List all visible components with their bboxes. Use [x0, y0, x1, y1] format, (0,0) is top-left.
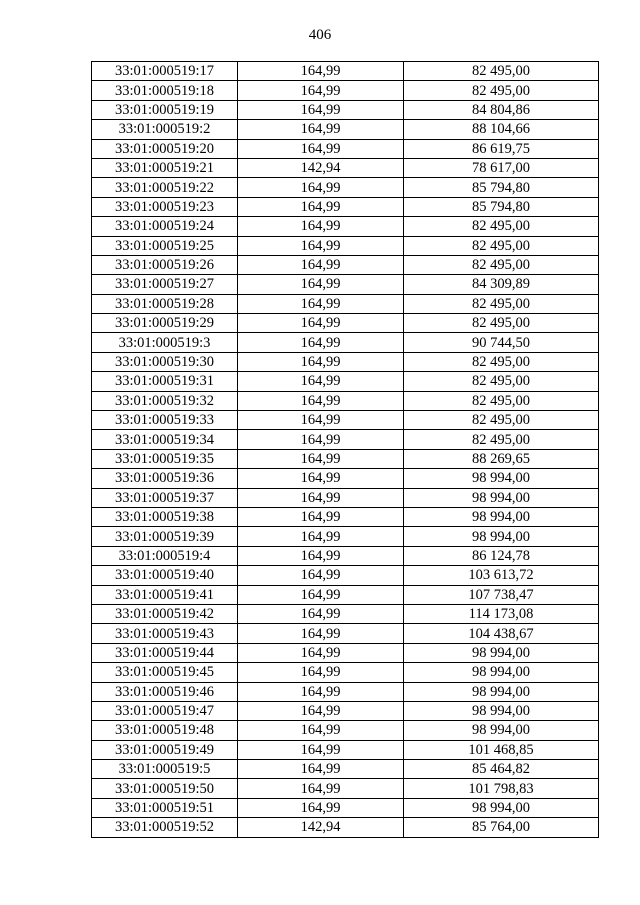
- area-cell: 164,99: [238, 449, 404, 468]
- cadastral-value-cell: 82 495,00: [404, 372, 599, 391]
- table-row: [92, 604, 599, 623]
- table-row: [92, 818, 599, 837]
- area-cell: 164,99: [238, 527, 404, 546]
- cadastral-number-cell: 33:01:000519:2: [92, 120, 238, 139]
- area-cell: 164,99: [238, 604, 404, 623]
- table-row: [92, 488, 599, 507]
- cadastral-value-cell: 98 994,00: [404, 701, 599, 720]
- cadastral-value-cell: 98 994,00: [404, 488, 599, 507]
- cadastral-number-cell: 33:01:000519:21: [92, 158, 238, 177]
- cadastral-value-cell: 88 104,66: [404, 120, 599, 139]
- area-cell: 164,99: [238, 62, 404, 81]
- table-row: [92, 294, 599, 313]
- table-row: [92, 197, 599, 216]
- cadastral-value-cell: 82 495,00: [404, 391, 599, 410]
- area-cell: 164,99: [238, 275, 404, 294]
- cadastral-number-cell: 33:01:000519:51: [92, 798, 238, 817]
- cadastral-number-cell: 33:01:000519:4: [92, 546, 238, 565]
- area-cell: 164,99: [238, 352, 404, 371]
- table-row: [92, 81, 599, 100]
- table-row: [92, 275, 599, 294]
- cadastral-number-cell: 33:01:000519:24: [92, 217, 238, 236]
- cadastral-value-cell: 82 495,00: [404, 81, 599, 100]
- area-cell: 164,99: [238, 217, 404, 236]
- table-row: [92, 120, 599, 139]
- area-cell: 164,99: [238, 507, 404, 526]
- table-row: [92, 236, 599, 255]
- cadastral-value-cell: 101 468,85: [404, 740, 599, 759]
- table-row: [92, 430, 599, 449]
- table-row: [92, 352, 599, 371]
- cadastral-value-cell: 86 124,78: [404, 546, 599, 565]
- table-row: [92, 217, 599, 236]
- cadastral-number-cell: 33:01:000519:32: [92, 391, 238, 410]
- area-cell: 164,99: [238, 721, 404, 740]
- cadastral-value-cell: 84 804,86: [404, 100, 599, 119]
- cadastral-number-cell: 33:01:000519:31: [92, 372, 238, 391]
- cadastral-number-cell: 33:01:000519:25: [92, 236, 238, 255]
- area-cell: 164,99: [238, 255, 404, 274]
- table-row: [92, 566, 599, 585]
- table-row: [92, 643, 599, 662]
- cadastral-number-cell: 33:01:000519:33: [92, 411, 238, 430]
- area-cell: 142,94: [238, 158, 404, 177]
- table-row: [92, 255, 599, 274]
- cadastral-value-cell: 98 994,00: [404, 663, 599, 682]
- cadastral-number-cell: 33:01:000519:27: [92, 275, 238, 294]
- area-cell: 164,99: [238, 643, 404, 662]
- area-cell: 164,99: [238, 546, 404, 565]
- cadastral-value-cell: 90 744,50: [404, 333, 599, 352]
- cadastral-value-cell: 82 495,00: [404, 236, 599, 255]
- area-cell: 164,99: [238, 294, 404, 313]
- table-row: [92, 507, 599, 526]
- area-cell: 164,99: [238, 391, 404, 410]
- area-cell: 164,99: [238, 701, 404, 720]
- area-cell: 164,99: [238, 760, 404, 779]
- cadastral-value-cell: 82 495,00: [404, 62, 599, 81]
- cadastral-value-cell: 85 464,82: [404, 760, 599, 779]
- table-row: [92, 449, 599, 468]
- table-row: [92, 411, 599, 430]
- table-row: [92, 546, 599, 565]
- page-number: 406: [308, 27, 332, 43]
- cadastral-number-cell: 33:01:000519:52: [92, 818, 238, 837]
- table-row: [92, 721, 599, 740]
- cadastral-number-cell: 33:01:000519:42: [92, 604, 238, 623]
- cadastral-value-cell: 86 619,75: [404, 139, 599, 158]
- cadastral-number-cell: 33:01:000519:18: [92, 81, 238, 100]
- cadastral-number-cell: 33:01:000519:28: [92, 294, 238, 313]
- cadastral-value-cell: 101 798,83: [404, 779, 599, 798]
- cadastral-value-cell: 98 994,00: [404, 798, 599, 817]
- cadastral-value-cell: 98 994,00: [404, 469, 599, 488]
- table-row: [92, 391, 599, 410]
- cadastral-value-cell: 84 309,89: [404, 275, 599, 294]
- cadastral-value-cell: 107 738,47: [404, 585, 599, 604]
- area-cell: 164,99: [238, 488, 404, 507]
- cadastral-value-cell: 85 764,00: [404, 818, 599, 837]
- cadastral-value-cell: 85 794,80: [404, 197, 599, 216]
- cadastral-number-cell: 33:01:000519:17: [92, 62, 238, 81]
- area-cell: 164,99: [238, 469, 404, 488]
- cadastral-number-cell: 33:01:000519:47: [92, 701, 238, 720]
- area-cell: 164,99: [238, 411, 404, 430]
- area-cell: 164,99: [238, 197, 404, 216]
- cadastral-number-cell: 33:01:000519:40: [92, 566, 238, 585]
- area-cell: 164,99: [238, 372, 404, 391]
- cadastral-number-cell: 33:01:000519:22: [92, 178, 238, 197]
- area-cell: 164,99: [238, 798, 404, 817]
- cadastral-number-cell: 33:01:000519:19: [92, 100, 238, 119]
- area-cell: 164,99: [238, 81, 404, 100]
- area-cell: 164,99: [238, 178, 404, 197]
- table-row: [92, 585, 599, 604]
- table-row: [92, 701, 599, 720]
- cadastral-value-cell: 98 994,00: [404, 527, 599, 546]
- area-cell: 142,94: [238, 818, 404, 837]
- table-row: [92, 798, 599, 817]
- table-row: [92, 139, 599, 158]
- area-cell: 164,99: [238, 663, 404, 682]
- cadastral-number-cell: 33:01:000519:30: [92, 352, 238, 371]
- cadastral-value-cell: 98 994,00: [404, 682, 599, 701]
- area-cell: 164,99: [238, 139, 404, 158]
- cadastral-value-cell: 82 495,00: [404, 314, 599, 333]
- cadastral-number-cell: 33:01:000519:38: [92, 507, 238, 526]
- cadastral-number-cell: 33:01:000519:48: [92, 721, 238, 740]
- cadastral-value-cell: 82 495,00: [404, 430, 599, 449]
- cadastral-number-cell: 33:01:000519:44: [92, 643, 238, 662]
- cadastral-number-cell: 33:01:000519:37: [92, 488, 238, 507]
- table-row: [92, 682, 599, 701]
- cadastral-number-cell: 33:01:000519:36: [92, 469, 238, 488]
- table-row: [92, 663, 599, 682]
- cadastral-number-cell: 33:01:000519:50: [92, 779, 238, 798]
- cadastral-value-cell: 82 495,00: [404, 294, 599, 313]
- area-cell: 164,99: [238, 333, 404, 352]
- table-row: [92, 760, 599, 779]
- area-cell: 164,99: [238, 585, 404, 604]
- cadastral-number-cell: 33:01:000519:49: [92, 740, 238, 759]
- table-row: [92, 314, 599, 333]
- area-cell: 164,99: [238, 779, 404, 798]
- cadastral-number-cell: 33:01:000519:29: [92, 314, 238, 333]
- cadastral-value-table: [91, 61, 599, 838]
- table-row: [92, 527, 599, 546]
- table-body: [92, 62, 599, 838]
- cadastral-value-cell: 82 495,00: [404, 217, 599, 236]
- table-row: [92, 62, 599, 81]
- cadastral-number-cell: 33:01:000519:20: [92, 139, 238, 158]
- table-row: [92, 178, 599, 197]
- cadastral-number-cell: 33:01:000519:43: [92, 624, 238, 643]
- cadastral-value-cell: 103 613,72: [404, 566, 599, 585]
- area-cell: 164,99: [238, 624, 404, 643]
- table-row: [92, 624, 599, 643]
- area-cell: 164,99: [238, 430, 404, 449]
- cadastral-value-cell: 98 994,00: [404, 507, 599, 526]
- cadastral-value-cell: 78 617,00: [404, 158, 599, 177]
- cadastral-value-cell: 82 495,00: [404, 255, 599, 274]
- table-row: [92, 740, 599, 759]
- cadastral-value-cell: 114 173,08: [404, 604, 599, 623]
- cadastral-number-cell: 33:01:000519:23: [92, 197, 238, 216]
- area-cell: 164,99: [238, 120, 404, 139]
- cadastral-number-cell: 33:01:000519:35: [92, 449, 238, 468]
- cadastral-value-cell: 98 994,00: [404, 643, 599, 662]
- table-row: [92, 469, 599, 488]
- cadastral-value-cell: 88 269,65: [404, 449, 599, 468]
- cadastral-number-cell: 33:01:000519:3: [92, 333, 238, 352]
- cadastral-number-cell: 33:01:000519:26: [92, 255, 238, 274]
- cadastral-value-cell: 82 495,00: [404, 411, 599, 430]
- area-cell: 164,99: [238, 314, 404, 333]
- cadastral-number-cell: 33:01:000519:45: [92, 663, 238, 682]
- cadastral-value-cell: 98 994,00: [404, 721, 599, 740]
- cadastral-number-cell: 33:01:000519:39: [92, 527, 238, 546]
- area-cell: 164,99: [238, 566, 404, 585]
- area-cell: 164,99: [238, 740, 404, 759]
- area-cell: 164,99: [238, 236, 404, 255]
- cadastral-number-cell: 33:01:000519:46: [92, 682, 238, 701]
- area-cell: 164,99: [238, 682, 404, 701]
- cadastral-number-cell: 33:01:000519:41: [92, 585, 238, 604]
- cadastral-value-cell: 85 794,80: [404, 178, 599, 197]
- cadastral-value-cell: 104 438,67: [404, 624, 599, 643]
- table-row: [92, 333, 599, 352]
- area-cell: 164,99: [238, 100, 404, 119]
- cadastral-number-cell: 33:01:000519:5: [92, 760, 238, 779]
- cadastral-value-cell: 82 495,00: [404, 352, 599, 371]
- table-row: [92, 372, 599, 391]
- cadastral-number-cell: 33:01:000519:34: [92, 430, 238, 449]
- table-row: [92, 158, 599, 177]
- table-row: [92, 100, 599, 119]
- table-row: [92, 779, 599, 798]
